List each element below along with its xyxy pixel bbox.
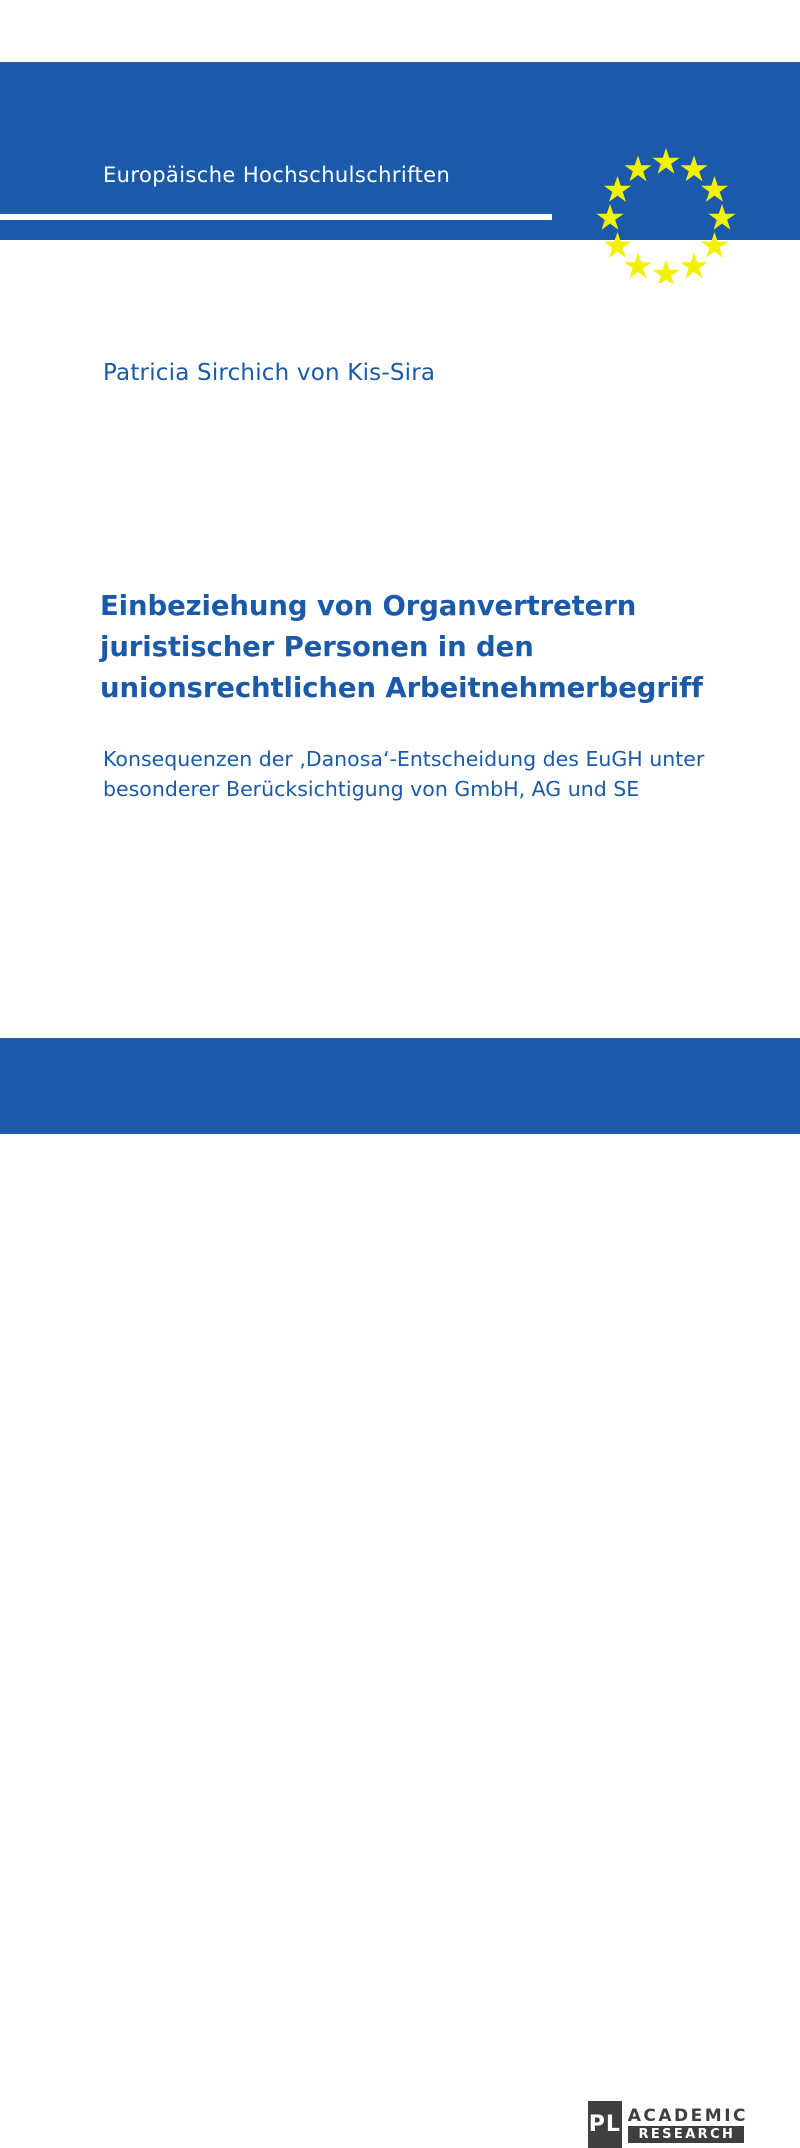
book-title: Einbeziehung von Organvertretern juristischer Personen in den unionsrechtlichen Arbeitnehmerbegriff	[100, 590, 703, 704]
publisher-wordmark	[622, 2107, 748, 2143]
band-divider	[0, 214, 552, 220]
series-subtitle: Rechtswissenschaft	[103, 256, 316, 280]
footer-band	[0, 1038, 800, 2142]
publisher-mark: PL	[588, 2101, 622, 2148]
publisher-line-research: RESEARCH	[628, 2126, 744, 2143]
publisher-line-academic: ACADEMIC	[627, 2105, 748, 2126]
book-subtitle: Konsequenzen der ‚Danosa‘-Entscheidung des EuGH unter besonderer Berücksichtigung von GmbH, AG und SE	[103, 747, 705, 801]
eu-stars-circle-icon	[586, 148, 746, 283]
author-name: Patricia Sirchich von Kis-Sira	[103, 360, 436, 386]
publisher-logo	[588, 2101, 748, 2148]
series-band	[0, 62, 800, 280]
series-name: Europäische Hochschulschriften	[103, 163, 451, 187]
